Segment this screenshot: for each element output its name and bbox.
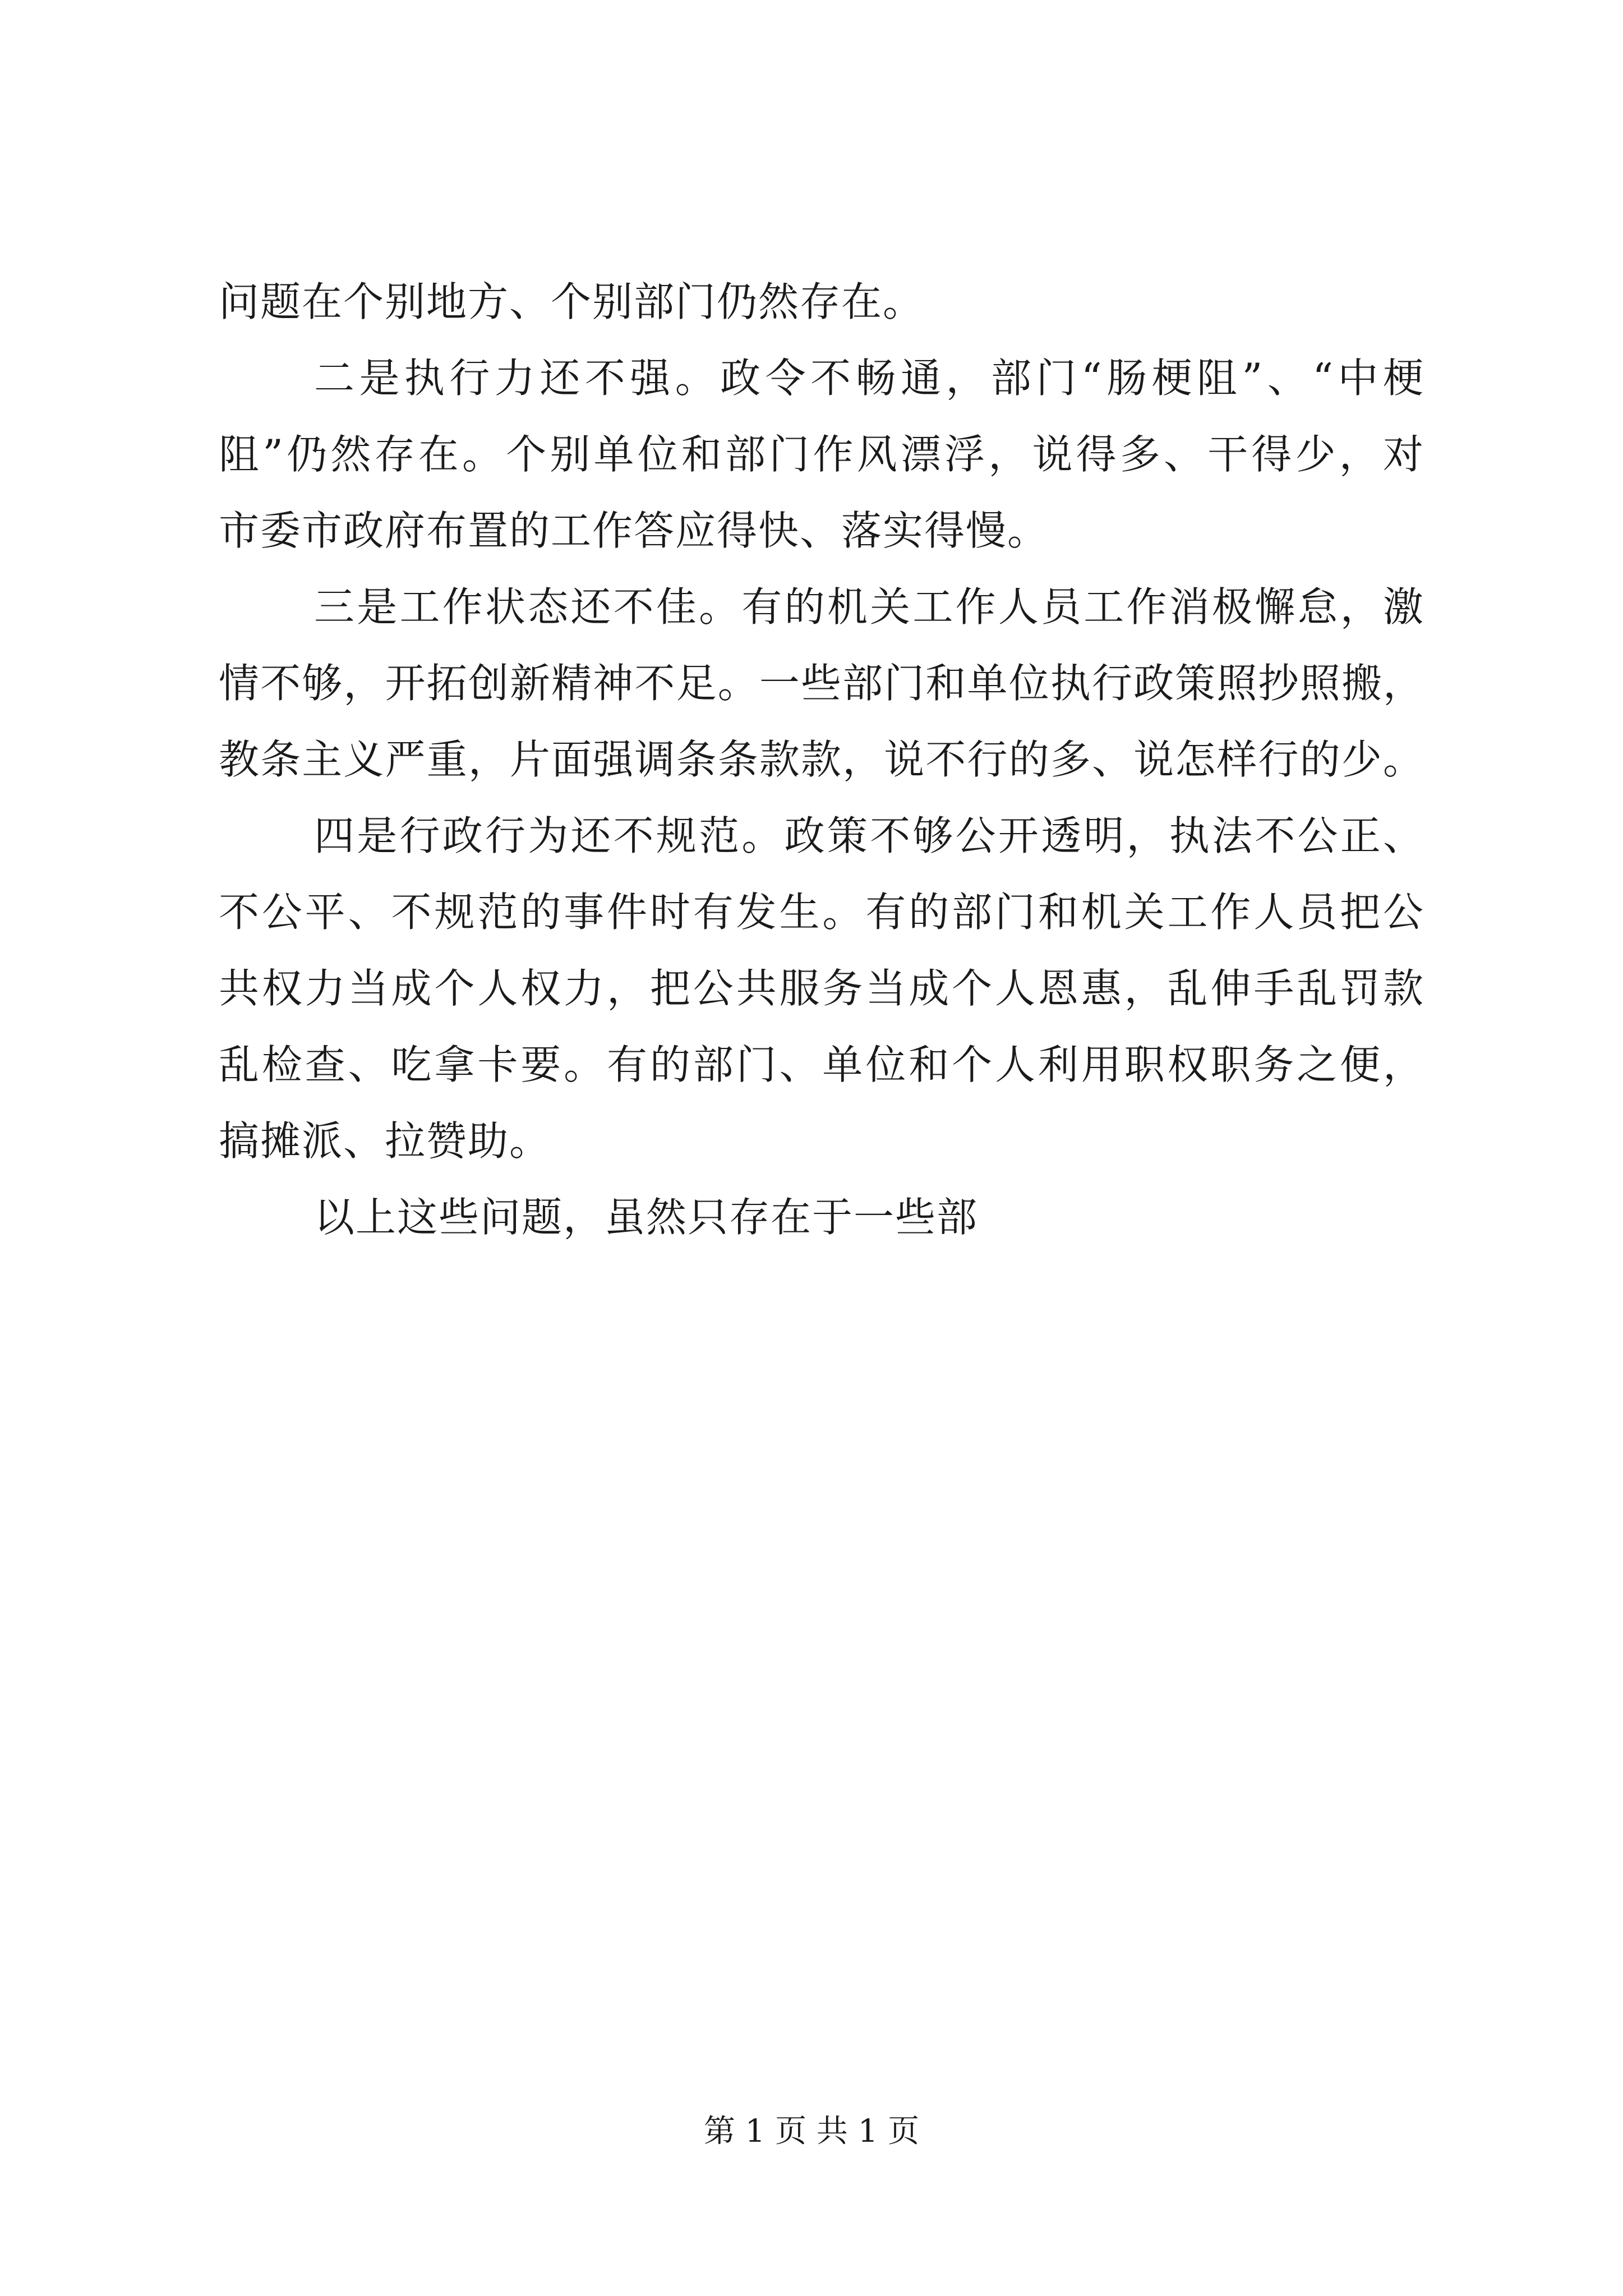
text-line: 二是执行力还不强。政令不畅通，部门“肠梗阻”、“中梗 — [314, 355, 1424, 402]
text-line: 四是行政行为还不规范。政策不够公开透明，执法不公正、 — [314, 812, 1424, 859]
text-line: 情不够，开拓创新精神不足。一些部门和单位执行政策照抄照搬， — [219, 660, 1424, 707]
text-line: 以上这些问题，虽然只存在于一些部 — [314, 1194, 979, 1241]
text-line: 教条主义严重，片面强调条条款款，说不行的多、说怎样行的少。 — [219, 736, 1424, 783]
text-line: 三是工作状态还不佳。有的机关工作人员工作消极懈怠，激 — [314, 583, 1424, 631]
text-line: 共权力当成个人权力，把公共服务当成个人恩惠，乱伸手乱罚款 — [219, 965, 1424, 1012]
text-line: 阻”仍然存在。个别单位和部门作风漂浮，说得多、干得少，对 — [219, 431, 1424, 478]
page-footer: 第 1 页 共 1 页 — [703, 2113, 920, 2150]
text-line: 市委市政府布置的工作答应得快、落实得慢。 — [219, 507, 1049, 554]
text-line: 问题在个别地方、个别部门仍然存在。 — [219, 278, 925, 325]
text-line: 搞摊派、拉赞助。 — [219, 1117, 551, 1165]
document-body — [219, 264, 1424, 1255]
text-line: 不公平、不规范的事件时有发生。有的部门和机关工作人员把公 — [219, 889, 1424, 936]
text-line: 乱检查、吃拿卡要。有的部门、单位和个人利用职权职务之便， — [219, 1041, 1424, 1088]
